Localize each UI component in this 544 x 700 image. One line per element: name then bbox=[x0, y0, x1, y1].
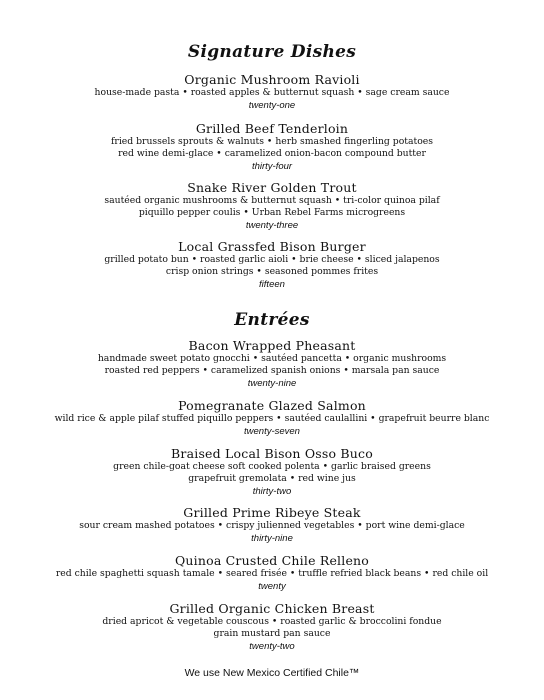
dish-name: Organic Mushroom Ravioli bbox=[184, 72, 360, 87]
dish-price: twenty-two bbox=[249, 641, 295, 652]
dish-name: Braised Local Bison Osso Buco bbox=[171, 446, 373, 461]
dish-grilled-beef-tenderloin bbox=[0, 121, 544, 173]
dish-description-line: fried brussels sprouts & walnuts • herb smashed fingerling potatoes bbox=[110, 136, 434, 147]
dish-name: Grilled Prime Ribeye Steak bbox=[183, 505, 361, 520]
dish-price: twenty-nine bbox=[247, 378, 297, 389]
dish-description-line: wild rice & apple pilaf stuffed piquillo peppers • sautéed caulallini • grapefruit beurre blanc bbox=[54, 413, 490, 424]
dish-description-line: grain mustard pan sauce bbox=[213, 628, 331, 639]
dish-name: Pomegranate Glazed Salmon bbox=[178, 398, 366, 413]
dish-description-line: handmade sweet potato gnocchi • sautéed pancetta • organic mushrooms bbox=[97, 353, 447, 364]
dish-pomegranate-glazed-salmon bbox=[0, 398, 544, 438]
dish-description-line: red chile spaghetti squash tamale • seared frisée • truffle refried black beans • red chile oil bbox=[55, 568, 489, 579]
dish-local-grassfed-bison-burger bbox=[0, 239, 544, 291]
dish-description-line: dried apricot & vegetable couscous • roasted garlic & broccolini fondue bbox=[102, 616, 442, 627]
dish-price: fifteen bbox=[259, 279, 285, 290]
dish-name: Grilled Organic Chicken Breast bbox=[169, 601, 375, 616]
dish-name: Bacon Wrapped Pheasant bbox=[188, 338, 356, 353]
dish-description-line: grapefruit gremolata • red wine jus bbox=[188, 473, 356, 484]
dish-description-line: grilled potato bun • roasted garlic aioli • brie cheese • sliced jalapenos bbox=[104, 254, 440, 265]
dish-price: thirty-two bbox=[252, 486, 292, 497]
dish-description-line: sautéed organic mushrooms & butternut squash • tri-color quinoa pilaf bbox=[104, 195, 440, 206]
dish-name: Quinoa Crusted Chile Relleno bbox=[174, 553, 370, 568]
dish-organic-mushroom-ravioli bbox=[0, 72, 544, 112]
dish-price: thirty-nine bbox=[251, 533, 293, 544]
chile-certification-footer: We use New Mexico Certified Chile™ bbox=[184, 667, 360, 679]
dish-description-line: roasted red peppers • caramelized spanish onions • marsala pan sauce bbox=[104, 365, 440, 376]
dish-price: twenty bbox=[258, 581, 286, 592]
dish-description-line: red wine demi-glace • caramelized onion-bacon compound butter bbox=[118, 148, 426, 159]
section-title-entrees: Entrées bbox=[234, 310, 310, 330]
dish-description-line: sour cream mashed potatoes • crispy julienned vegetables • port wine demi-glace bbox=[79, 520, 465, 531]
dish-price: twenty-three bbox=[245, 220, 299, 231]
dish-price: thirty-four bbox=[251, 161, 293, 172]
dish-snake-river-golden-trout bbox=[0, 180, 544, 232]
dish-description-line: green chile-goat cheese soft cooked polenta • garlic braised greens bbox=[113, 461, 431, 472]
dish-description-line: house-made pasta • roasted apples & butternut squash • sage cream sauce bbox=[94, 87, 450, 98]
dish-description-line: piquillo pepper coulis • Urban Rebel Farms microgreens bbox=[138, 207, 406, 218]
dish-grilled-prime-ribeye-steak bbox=[0, 505, 544, 545]
dish-description-line: crisp onion strings • seasoned pommes frites bbox=[165, 266, 379, 277]
dish-bacon-wrapped-pheasant bbox=[0, 338, 544, 390]
dish-quinoa-crusted-chile-relleno bbox=[0, 553, 544, 593]
dish-name: Snake River Golden Trout bbox=[187, 180, 357, 195]
dish-price: twenty-one bbox=[248, 100, 296, 111]
dish-name: Grilled Beef Tenderloin bbox=[195, 121, 349, 136]
dish-braised-local-bison-osso-buco bbox=[0, 446, 544, 498]
dish-price: twenty-seven bbox=[244, 426, 300, 437]
dish-grilled-organic-chicken-breast bbox=[0, 601, 544, 653]
section-title-signature: Signature Dishes bbox=[187, 42, 357, 62]
dish-name: Local Grassfed Bison Burger bbox=[178, 239, 366, 254]
